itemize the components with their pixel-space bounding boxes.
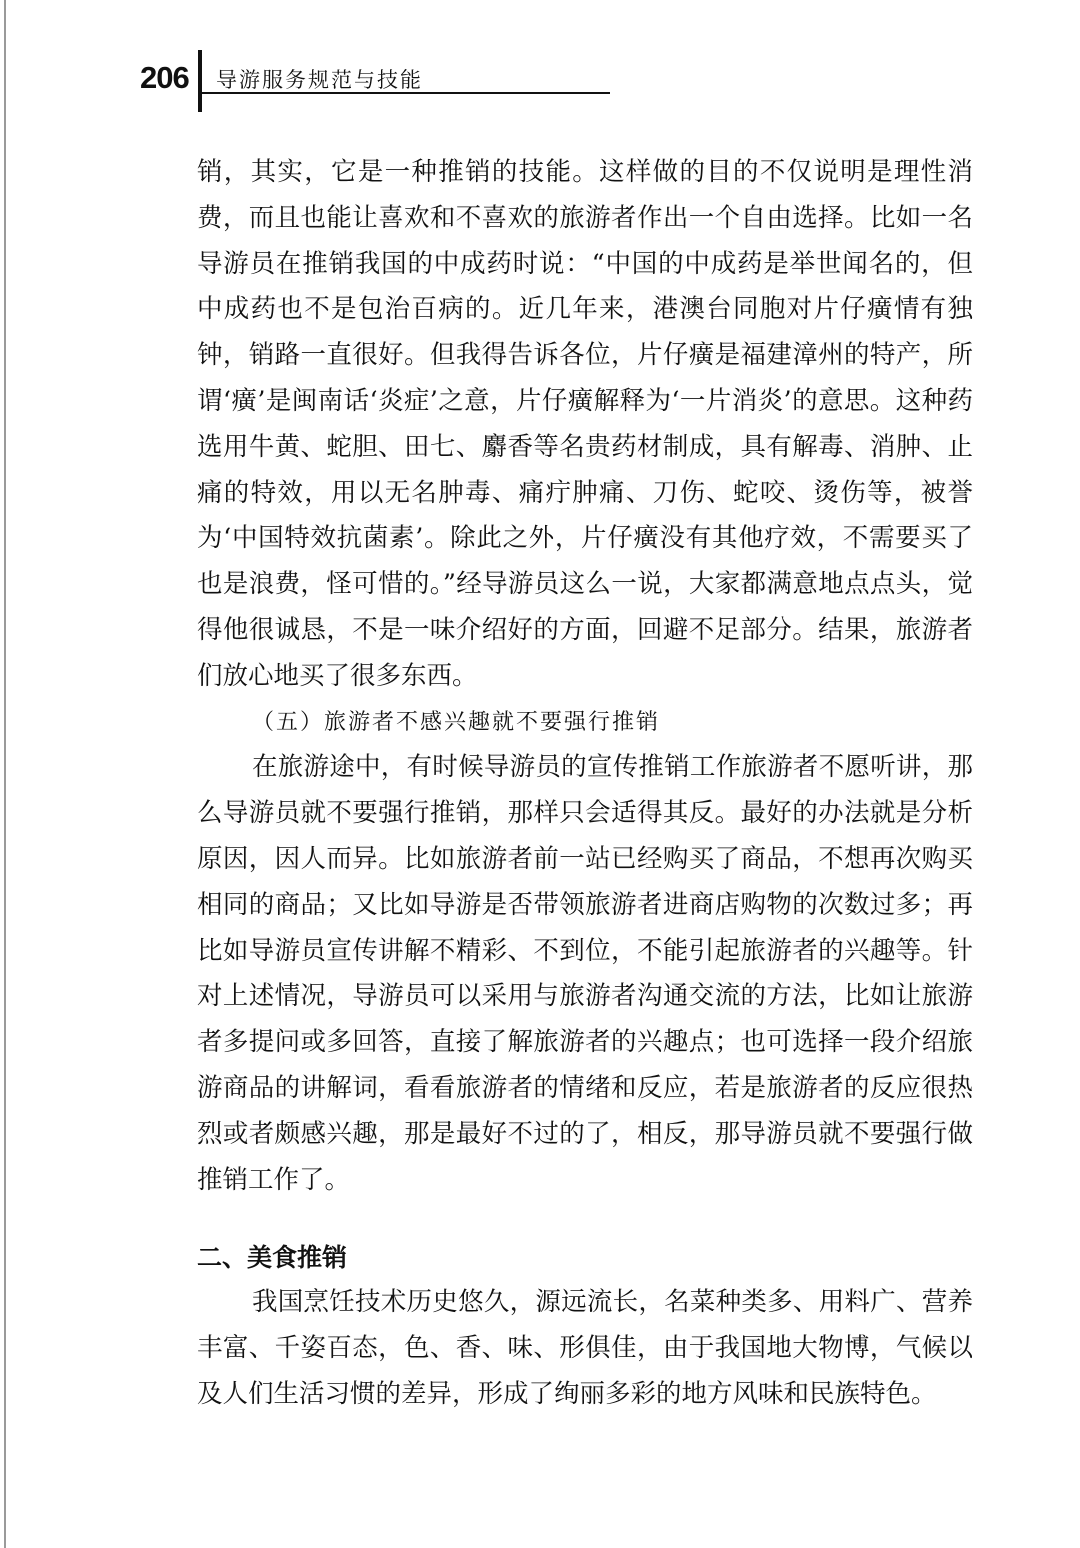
subheading-5: （五）旅游者不感兴趣就不要强行推销 [252, 709, 661, 735]
section-heading-food-promotion: 二、美食推销 [197, 1243, 348, 1273]
body-text [197, 150, 973, 1418]
page-left-edge [4, 0, 6, 1548]
paragraph-no-forced-sales: 在旅游途中，有时候导游员的宣传推销工作旅游者不愿听讲，那么导游员就不要强行推销，那样只会适得其反。最好的办法就是分析原因，因人而异。比如旅游者前一站已经购买了商品，不想再次购买相同的商品；又比如导游是否带领旅游者进商店购物的次数过多；再比如导游员宣传讲解不精彩、不到位，不能引起旅游者的兴趣等。针对上述情况，导游员可以采用与旅游者沟通交流的方法，比如让旅游者多提问或多回答，直接了解旅游者的兴趣点；也可选择一段介绍旅游商品的讲解词，看看旅游者的情绪和反应，若是旅游者的反应很热烈或者颇感兴趣，那是最好不过的了，相反，那导游员就不要强行做推销工作了。 [197, 752, 973, 1195]
header-rule [202, 92, 610, 94]
book-title: 导游服务规范与技能 [216, 68, 423, 92]
header-divider-bar [198, 50, 202, 112]
paragraph-food-promotion: 我国烹饪技术历史悠久，源远流长，名菜种类多、用料广、营养丰富、千姿百态，色、香、味、形俱佳，由于我国地大物博，气候以及人们生活习惯的差异，形成了绚丽多彩的地方风味和民族特色。 [197, 1287, 973, 1409]
page-number: 206 [140, 60, 189, 95]
running-header [140, 50, 620, 112]
paragraph-continued: 销，其实，它是一种推销的技能。这样做的目的不仅说明是理性消费，而且也能让喜欢和不喜欢的旅游者作出一个自由选择。比如一名导游员在推销我国的中成药时说：“中国的中成药是举世闻名的，但中成药也不是包治百病的。近几年来，港澳台同胞对片仔癀情有独钟，销路一直很好。但我得告诉各位，片仔癀是福建漳州的特产，所谓‘癀’是闽南话‘炎症’之意，片仔癀解释为‘一片消炎’的意思。这种药选用牛黄、蛇胆、田七、麝香等名贵药材制成，具有解毒、消肿、止痛的特效，用以无名肿毒、痛疔肿痛、刀伤、蛇咬、烫伤等，被誉为‘中国特效抗菌素’。除此之外，片仔癀没有其他疗效，不需要买了也是浪费，怪可惜的。”经导游员这么一说，大家都满意地点点头，觉得他很诚恳，不是一味介绍好的方面，回避不足部分。结果，旅游者们放心地买了很多东西。 [197, 157, 973, 691]
